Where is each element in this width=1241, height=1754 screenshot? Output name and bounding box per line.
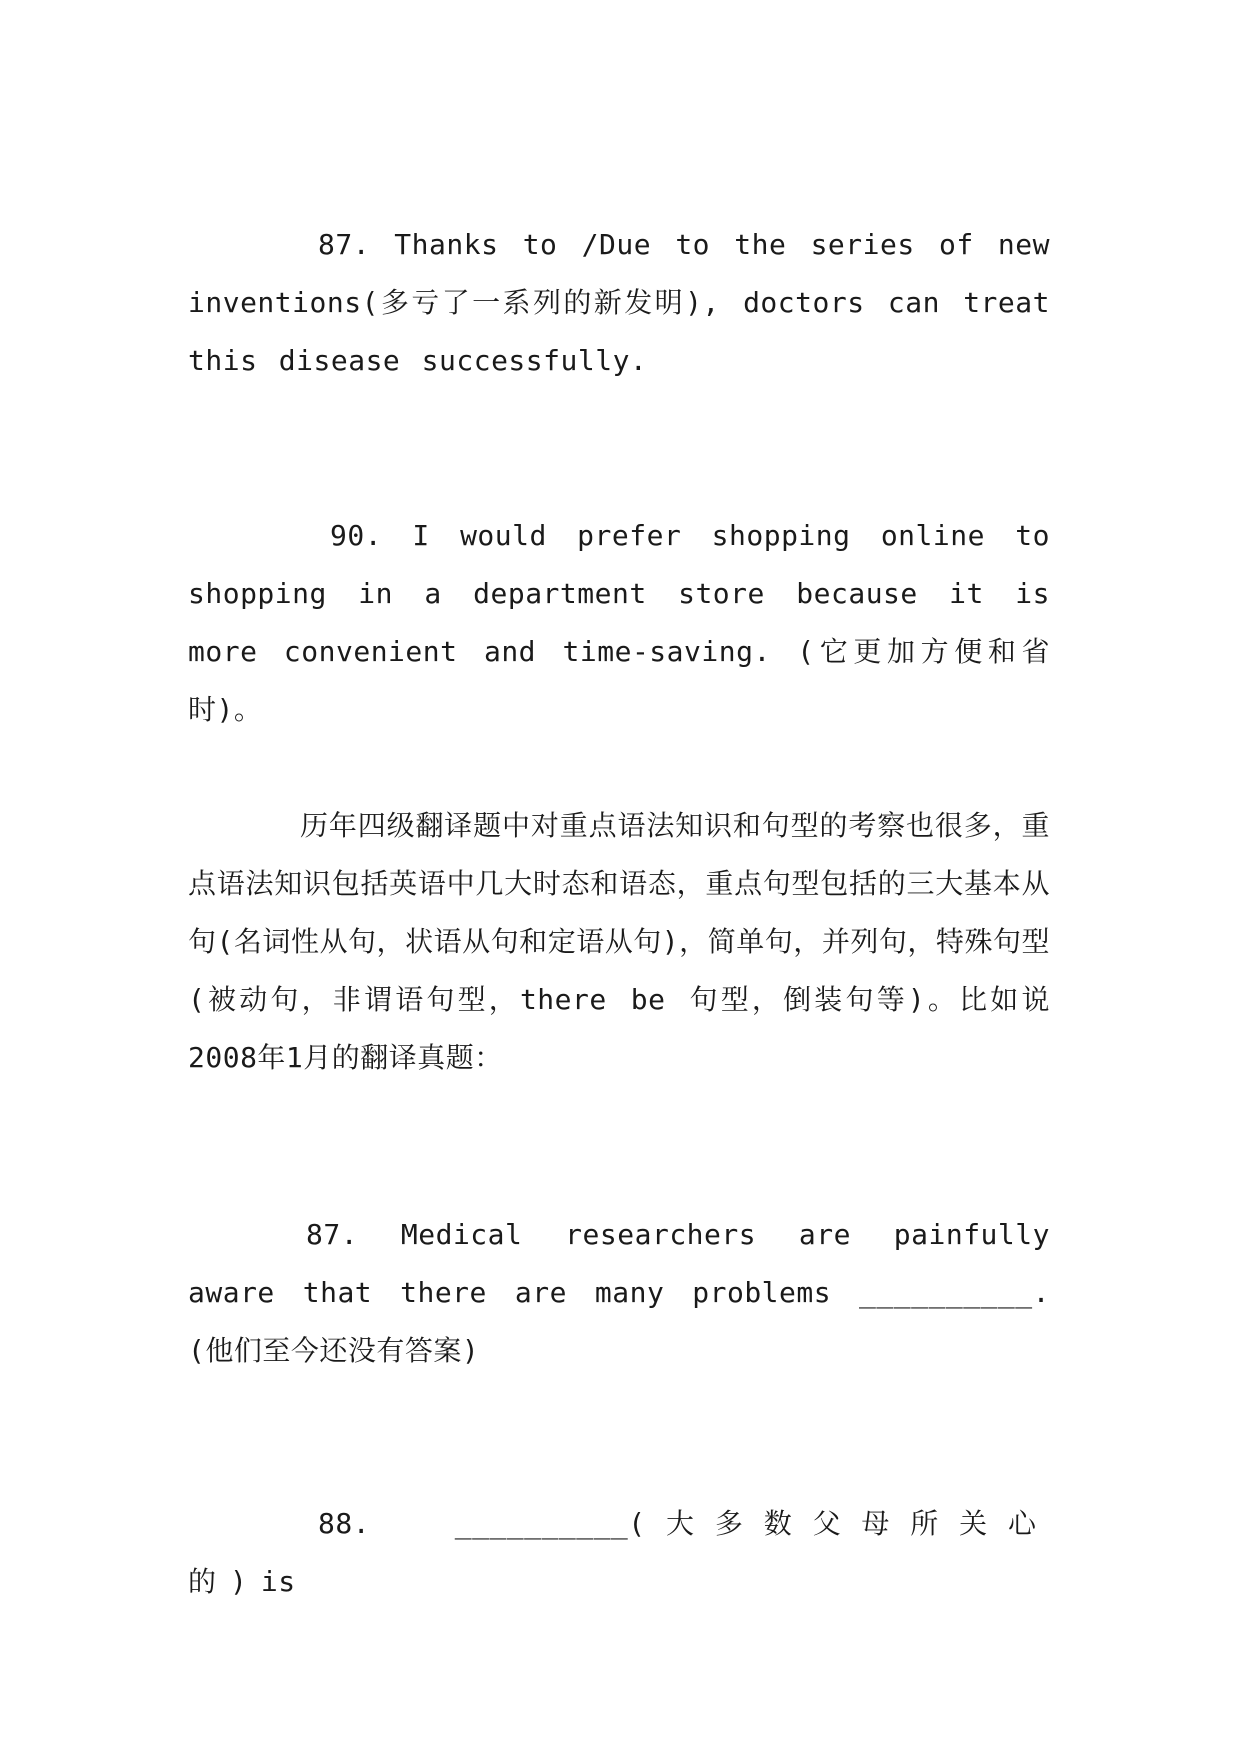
paragraph-translation-87-thanks: 87. Thanks to /Due to the series of new inventions(多亏了一系列的新发明), doctors can treat this disease successfully.: [188, 228, 1050, 377]
paragraph-grammar-explanation: 历年四级翻译题中对重点语法知识和句型的考察也很多，重点语法知识包括英语中几大时态和语态，重点句型包括的三大基本从句(名词性从句，状语从句和定语从句)，简单句，并列句，特殊句型(被动句，非谓语句型，there be 句型，倒装句等)。比如说2008年1月的翻译真题：: [188, 809, 1050, 1074]
paragraph-translation-90-shopping: 90. I would prefer shopping online to shopping in a department store because it is more convenient and time-saving. (它更加方便和省时)。: [188, 519, 1050, 726]
answer-blank: __________: [454, 1507, 629, 1540]
chinese-hint: (大多数父母所关心的): [188, 1507, 1050, 1598]
paragraph-translation-87-medical: 87. Medical researchers are painfully aware that there are many problems __________. (他们至今还没有答案): [188, 1218, 1050, 1367]
paragraph-translation-88-parents: [188, 1495, 1050, 1611]
sentence-tail: is: [260, 1565, 296, 1598]
question-number: 88.: [318, 1507, 371, 1540]
